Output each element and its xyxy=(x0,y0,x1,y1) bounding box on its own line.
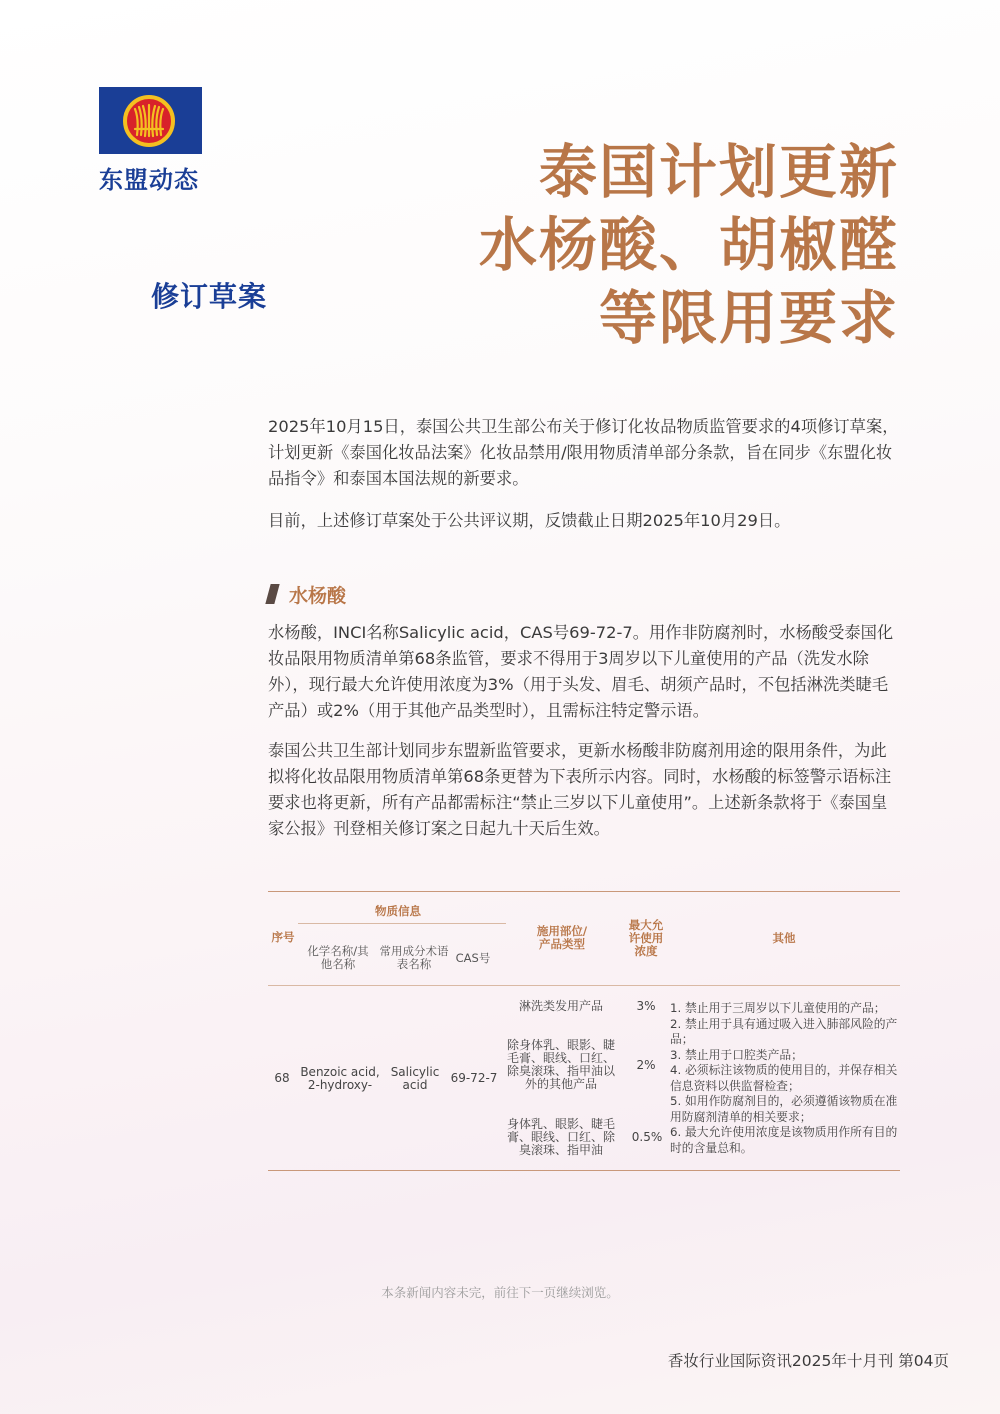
cell-chem-name: Benzoic acid, 2-hydroxy- xyxy=(300,1065,380,1092)
col-header-chem-name: 化学名称/其他名称 xyxy=(307,944,369,971)
remark-item: 4. 必须标注该物质的使用目的，并保存相关信息资料以供监督检查； xyxy=(670,1063,898,1093)
col-header-field: 施用部位/产品类型 xyxy=(536,924,588,951)
title-line: 水杨酸、胡椒醛 xyxy=(478,211,899,279)
heading-bar xyxy=(265,584,279,604)
header-body-divider xyxy=(268,985,900,986)
intro-paragraph: 目前，上述修订草案处于公共评议期，反馈截止日期2025年10月29日。 xyxy=(268,511,791,530)
cell-field: 除身体乳、眼影、睫毛膏、眼线、口红、除臭滚珠、指甲油以外的其他产品 xyxy=(506,1038,615,1091)
cell-conc: 0.5% xyxy=(631,1130,663,1144)
remark-item: 1. 禁止用于三周岁以下儿童使用的产品； xyxy=(670,1001,886,1015)
cell-no: 68 xyxy=(274,1071,290,1085)
asean-emblem-icon xyxy=(123,95,175,147)
asean-logo xyxy=(99,87,202,154)
cell-conc: 3% xyxy=(636,999,656,1013)
col-header-cas: CAS号 xyxy=(455,951,491,965)
remark-item: 5. 如用作防腐剂目的，必须遵循该物质在准用防腐剂清单的相关要求； xyxy=(670,1094,898,1124)
restriction-table xyxy=(268,891,900,1171)
remark-item: 2. 禁止用于具有通过吸入进入肺部风险的产品； xyxy=(670,1016,898,1046)
cell-field: 淋洗类发用产品 xyxy=(518,999,603,1013)
cell-remarks xyxy=(670,1001,900,1156)
cell-common-name: Salicylic acid xyxy=(390,1065,440,1092)
continued-note: 本条新闻内容未完，前往下一页继续浏览。 xyxy=(381,1285,619,1300)
cell-cas: 69-72-7 xyxy=(450,1071,498,1085)
col-header-common-name: 常用成分术语表名称 xyxy=(379,944,449,971)
section-heading xyxy=(268,580,346,608)
title-line: 等限用要求 xyxy=(598,284,899,352)
title-line: 泰国计划更新 xyxy=(538,138,899,206)
page-footer: 香妆行业国际资讯2025年十月刊 第04页 xyxy=(667,1352,949,1370)
body-paragraph: 泰国公共卫生部计划同步东盟新监管要求，更新水杨酸非防腐剂用途的限用条件，为此拟将化妆品限用物质清单第68条更替为下表所示内容。同时，水杨酸的标签警示语标注要求也将更新，所有产品都需标注“禁止三岁以下儿童使用”。上述新条款将于《泰国皇家公报》刊登相关修订案之日起九十天后生效。 xyxy=(268,741,892,838)
article-title xyxy=(479,136,899,355)
section-heading-text: 水杨酸 xyxy=(289,584,347,607)
section-tag: 东盟动态 xyxy=(99,166,199,194)
cell-conc: 2% xyxy=(636,1058,656,1072)
sub-tag: 修订草案 xyxy=(151,280,268,313)
cell-field: 身体乳、眼影、睫毛膏、眼线、口红、除臭滚珠、指甲油 xyxy=(506,1117,615,1157)
remark-item: 6. 最大允许使用浓度是该物质用作所有目的时的含量总和。 xyxy=(670,1125,898,1155)
col-header-no: 序号 xyxy=(271,930,295,944)
intro-paragraph: 2025年10月15日，泰国公共卫生部公布关于修订化妆品物质监管要求的4项修订草案，计划更新《泰国化妆品法案》化妆品禁用/限用物质清单部分条款，旨在同步《东盟化妆品指令》和泰国本国法规的新要求。 xyxy=(268,417,899,488)
col-header-max-conc: 最大允许使用浓度 xyxy=(628,918,664,958)
col-header-substance-group: 物质信息 xyxy=(375,904,421,918)
col-header-other: 其他 xyxy=(772,931,796,945)
body-paragraph: 水杨酸，INCI名称Salicylic acid，CAS号69-72-7。用作非防腐剂时，水杨酸受泰国化妆品限用物质清单第68条监管，要求不得用于3周岁以下儿童使用的产品（洗发水除外），现行最大允许使用浓度为3%（用于头发、眉毛、胡须产品时，不包括淋洗类睫毛产品）或2%（用于其他产品类型时），且需标注特定警示语。 xyxy=(268,623,894,720)
remark-item: 3. 禁止用于口腔类产品； xyxy=(670,1047,803,1062)
header-divider xyxy=(298,923,506,924)
